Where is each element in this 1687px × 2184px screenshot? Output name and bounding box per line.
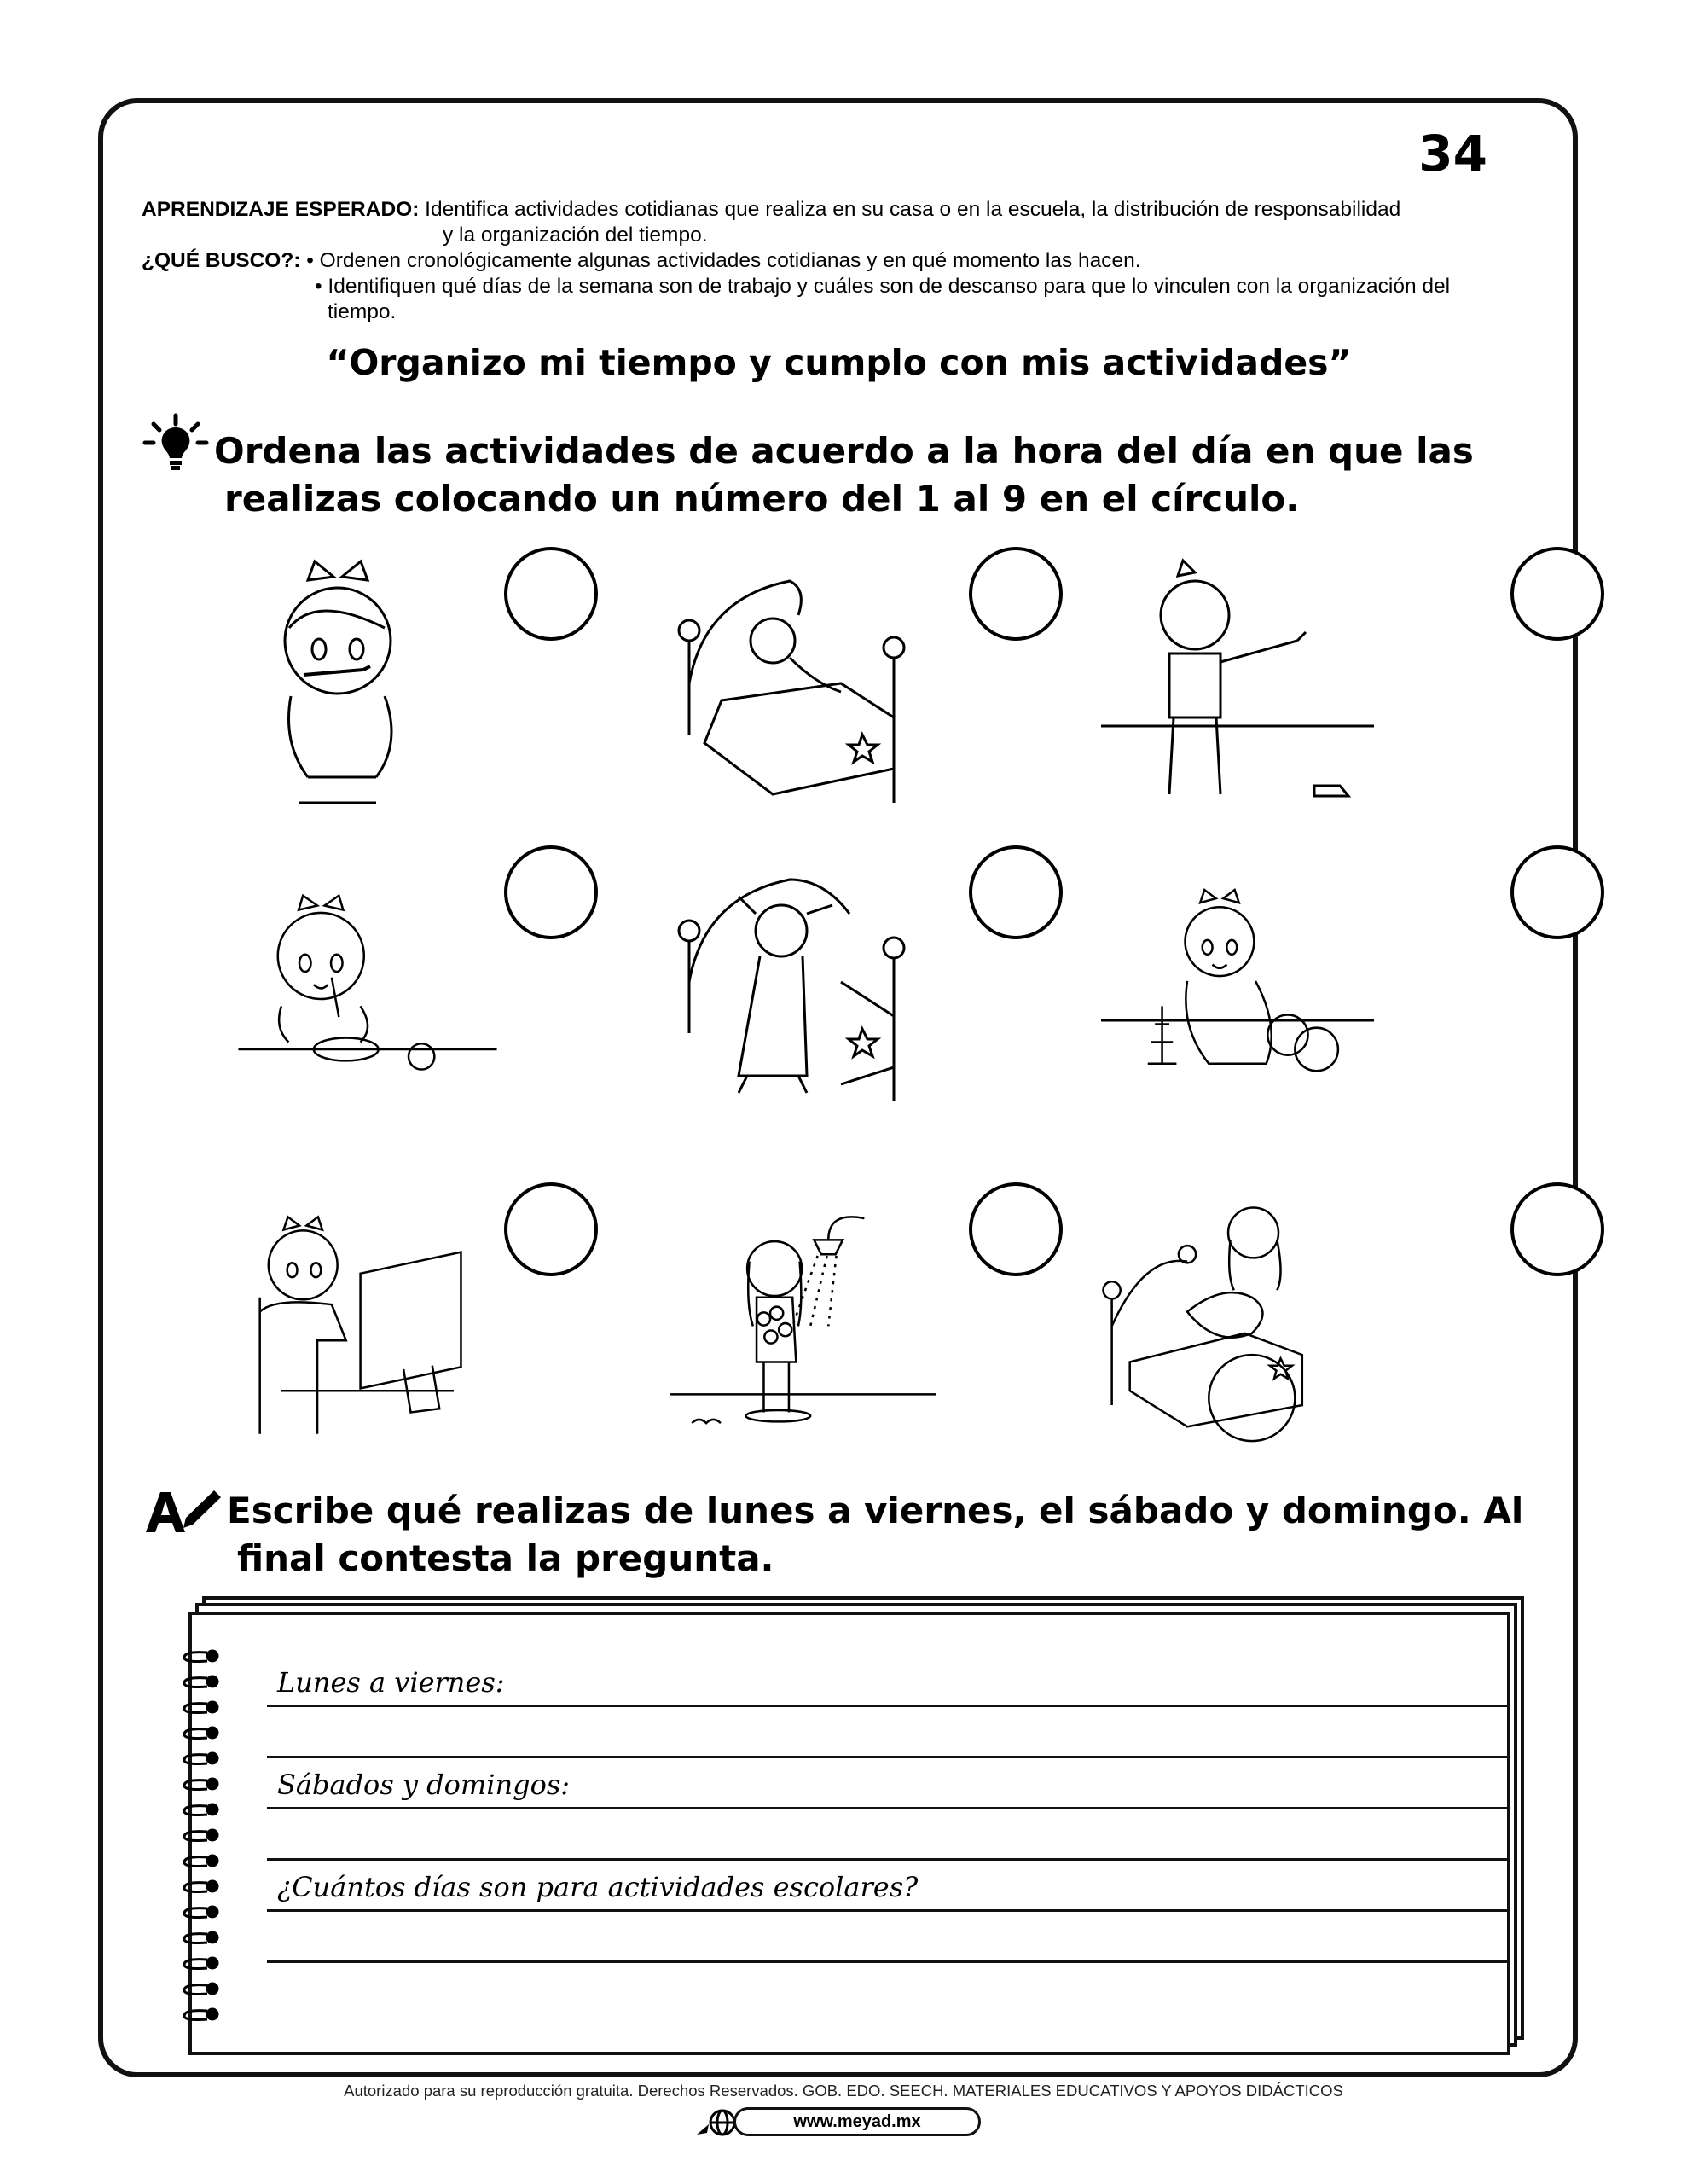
notebook-answer-area: [171, 1596, 1528, 2057]
answer-circle[interactable]: [969, 1182, 1063, 1276]
answer-line-weekends-2[interactable]: [267, 1858, 1508, 1861]
girl-waking-bed-icon: [670, 863, 943, 1136]
girl-computer-icon: [231, 1182, 504, 1455]
notebook-page-front: [188, 1612, 1510, 2055]
activity-shower: [670, 1182, 994, 1455]
answer-line-question[interactable]: [267, 1909, 1508, 1912]
spiral-binding-icon: [171, 1647, 223, 2040]
activity-playing: [1101, 863, 1425, 1136]
answer-line-weekdays-2[interactable]: [267, 1756, 1508, 1758]
answer-circle[interactable]: [1510, 845, 1604, 939]
aprendizaje-label: APRENDIZAJE ESPERADO:: [142, 198, 420, 221]
activity-getting-dressed: [1101, 547, 1425, 820]
answer-line-weekdays[interactable]: [267, 1705, 1508, 1707]
toothbrush-girl-icon: [231, 547, 504, 820]
answer-circle[interactable]: [504, 1182, 598, 1276]
girl-pointing-icon: [1101, 547, 1374, 820]
busco-item-2-cont: tiempo.: [328, 300, 397, 323]
answer-circle[interactable]: [1510, 1182, 1604, 1276]
answer-circle[interactable]: [969, 845, 1063, 939]
answer-line-question-2[interactable]: [267, 1960, 1508, 1963]
copyright-notice: Autorizado para su reproducción gratuita. Derechos Reservados. GOB. EDO. SEECH. MATERIALES EDUCATIVOS Y APOYOS DIDÁCTICOS: [344, 2082, 1343, 2100]
busco-item-2: • Identifiquen qué días de la semana son de trabajo y cuáles son de descanso para que lo vinculen con la organización del: [315, 275, 1451, 298]
page-number: 34: [1418, 125, 1487, 183]
girl-making-bed-icon: [1101, 1182, 1374, 1455]
girl-eating-icon: [231, 863, 504, 1136]
answer-circle[interactable]: [1510, 547, 1604, 641]
instruction-order-line-2: realizas colocando un número del 1 al 9 en el círculo.: [224, 478, 1300, 520]
label-weekends: Sábados y domingos:: [277, 1769, 571, 1801]
answer-circle[interactable]: [969, 547, 1063, 641]
instruction-order-line-1: Ordena las actividades de acuerdo a la hora del día en que las: [214, 430, 1474, 472]
girl-playing-toys-icon: [1101, 863, 1374, 1136]
worksheet-title: “Organizo mi tiempo y cumplo con mis actividades”: [326, 342, 1352, 383]
activity-waking-up: [670, 863, 994, 1136]
instruction-write: [227, 1487, 1591, 1583]
label-weekdays: Lunes a viernes:: [277, 1666, 505, 1699]
label-question: ¿Cuántos días son para actividades escolares?: [277, 1871, 919, 1903]
answer-line-weekends[interactable]: [267, 1807, 1508, 1809]
answer-circle[interactable]: [504, 845, 598, 939]
page-frame: [98, 98, 1578, 2077]
answer-circle[interactable]: [504, 547, 598, 641]
activity-eating: [231, 863, 555, 1136]
activity-brushing-teeth: [231, 547, 555, 820]
bed-sleeping-icon: [670, 547, 943, 820]
lightbulb-icon: [142, 412, 210, 472]
aprendizaje-text: Identifica actividades cotidianas que realiza en su casa o en la escuela, la distribución de responsabilidad: [425, 198, 1401, 221]
activity-computer: [231, 1182, 555, 1455]
aprendizaje-text-cont: y la organización del tiempo.: [443, 224, 708, 247]
instruction-write-line-2: final contesta la pregunta.: [237, 1537, 774, 1579]
globe-icon: [695, 2104, 738, 2138]
instruction-order: [214, 427, 1579, 523]
instruction-write-line-1: Escribe qué realizas de lunes a viernes, el sábado y domingo. Al: [227, 1490, 1524, 1531]
busco-label: ¿QUÉ BUSCO?:: [142, 249, 301, 272]
website-link[interactable]: www.meyad.mx: [733, 2107, 981, 2136]
busco-item-1: • Ordenen cronológicamente algunas actividades cotidianas y en qué momento las hacen.: [306, 249, 1141, 272]
activity-sleeping: [670, 547, 994, 820]
activity-making-bed: [1101, 1182, 1425, 1455]
writing-pencil-icon: [142, 1485, 223, 1536]
girl-shower-icon: [670, 1182, 943, 1455]
learning-objectives: [142, 197, 1574, 325]
